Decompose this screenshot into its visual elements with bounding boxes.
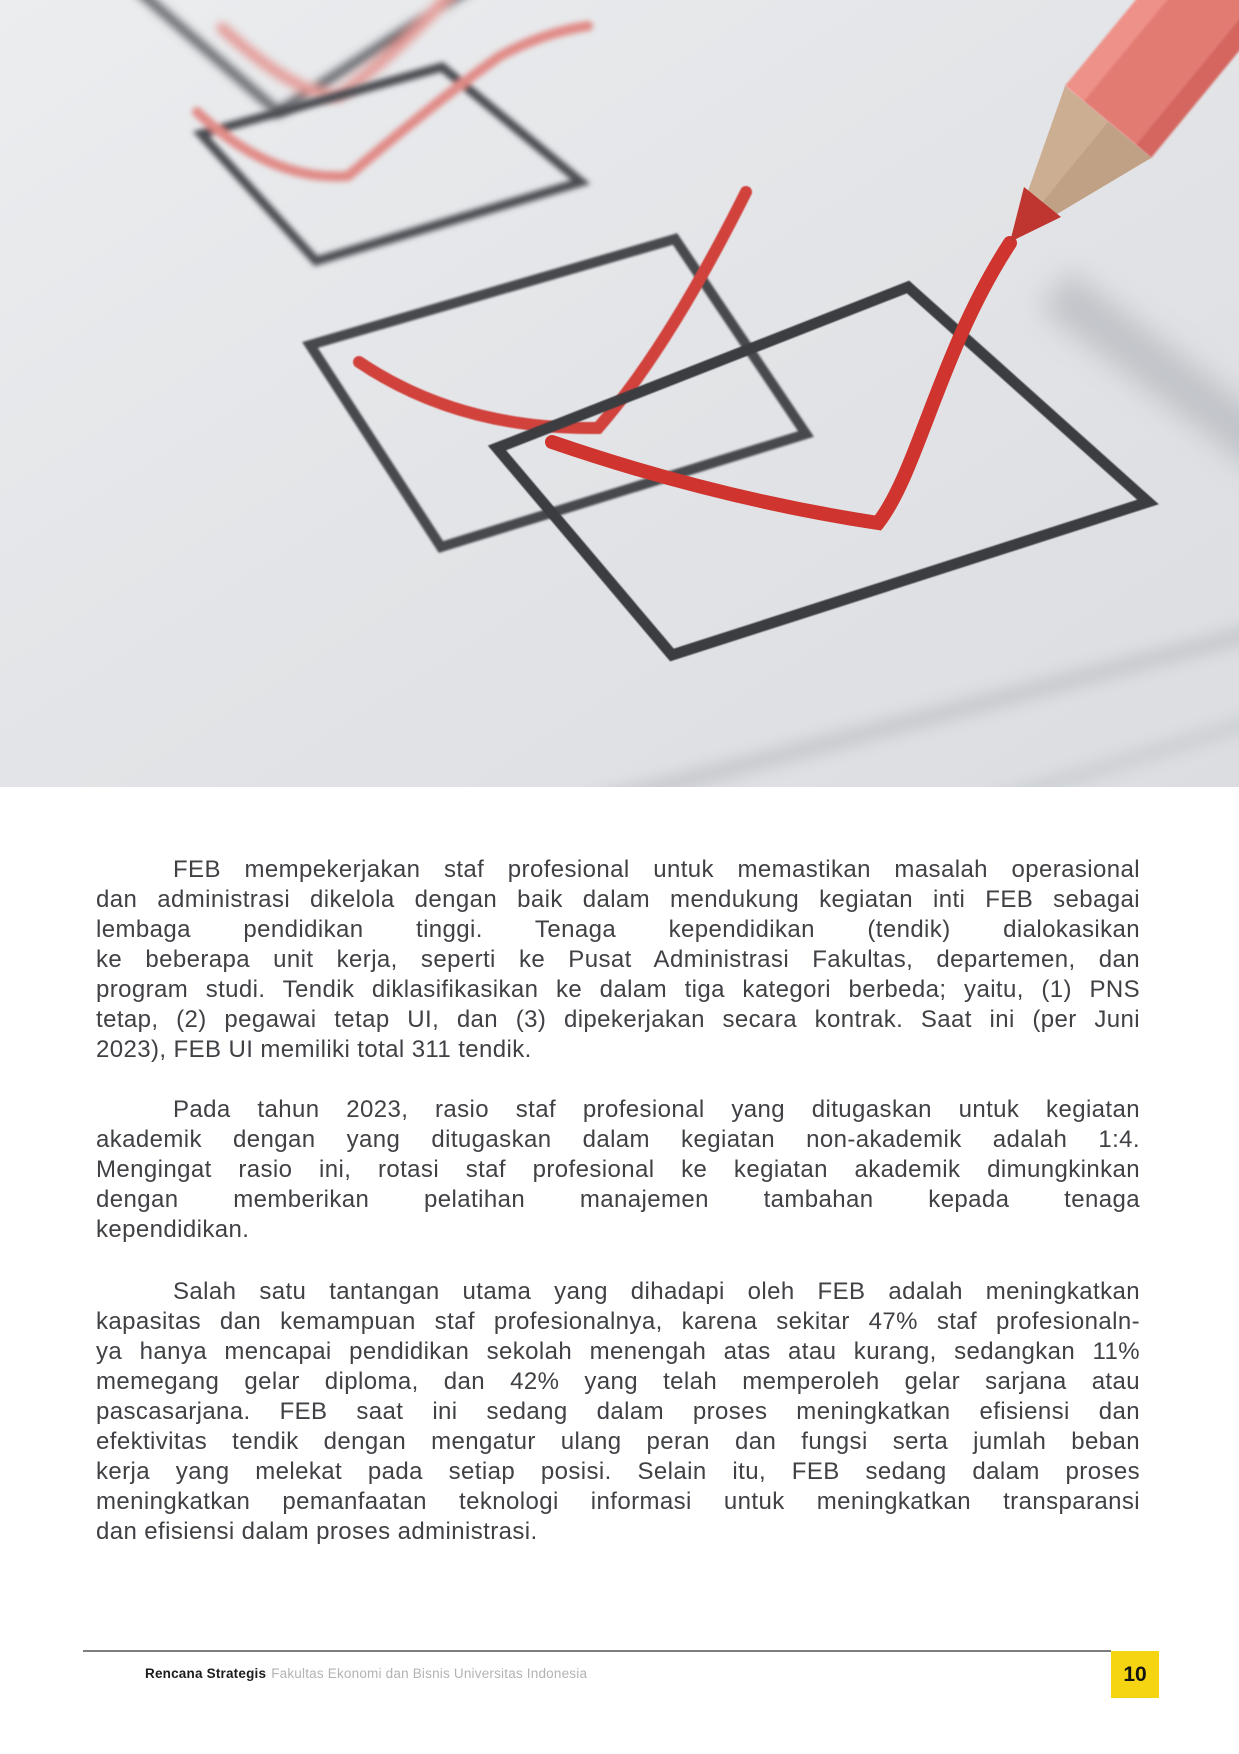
text-line: Mengingat rasio ini, rotasi staf profesional ke kegiatan akademik dimungkinkan xyxy=(96,1156,1140,1183)
paragraph-3 xyxy=(96,1277,1140,1547)
paragraph-2 xyxy=(96,1095,1140,1245)
footer-divider xyxy=(83,1650,1111,1652)
text-line: tetap, (2) pegawai tetap UI, dan (3) dipekerjakan secara kontrak. Saat ini (per Juni xyxy=(96,1006,1140,1033)
text-line: ke beberapa unit kerja, seperti ke Pusat Administrasi Fakultas, departemen, dan xyxy=(96,946,1140,973)
page-number-badge xyxy=(1111,1651,1159,1698)
text-line: meningkatkan pemanfaatan teknologi informasi untuk meningkatkan transparansi xyxy=(96,1488,1140,1515)
text-line: dengan memberikan pelatihan manajemen tambahan kepada tenaga xyxy=(96,1186,1140,1213)
text-line: Pada tahun 2023, rasio staf profesional yang ditugaskan untuk kegiatan xyxy=(173,1096,1140,1123)
text-line: lembaga pendidikan tinggi. Tenaga kependidikan (tendik) dialokasikan xyxy=(96,916,1140,943)
text-line: kependidikan. xyxy=(96,1216,250,1243)
text-line: efektivitas tendik dengan mengatur ulang peran dan fungsi serta jumlah beban xyxy=(96,1428,1140,1455)
text-line: akademik dengan yang ditugaskan dalam kegiatan non-akademik adalah 1:4. xyxy=(96,1126,1140,1153)
footer-title xyxy=(145,1666,587,1681)
footer-title-muted: Fakultas Ekonomi dan Bisnis Universitas Indonesia xyxy=(271,1666,588,1681)
text-line: kerja yang melekat pada setiap posisi. Selain itu, FEB sedang dalam proses xyxy=(96,1458,1140,1485)
text-line: memegang gelar diploma, dan 42% yang telah memperoleh gelar sarjana atau xyxy=(96,1368,1140,1395)
paragraph-1 xyxy=(96,855,1140,1065)
text-line: ya hanya mencapai pendidikan sekolah menengah atas atau kurang, sedangkan 11% xyxy=(96,1338,1140,1365)
text-line: dan efisiensi dalam proses administrasi. xyxy=(96,1518,538,1545)
page-number: 10 xyxy=(1123,1662,1147,1686)
text-line: dan administrasi dikelola dengan baik dalam mendukung kegiatan inti FEB sebagai xyxy=(96,886,1140,913)
body-text xyxy=(96,787,1140,1547)
checklist-photo-illustration xyxy=(0,0,1239,787)
text-line: FEB mempekerjakan staf profesional untuk memastikan masalah operasional xyxy=(173,856,1140,883)
text-line: kapasitas dan kemampuan staf profesionalnya, karena sekitar 47% staf profesionaln- xyxy=(96,1308,1140,1335)
text-line: 2023), FEB UI memiliki total 311 tendik. xyxy=(96,1036,532,1063)
text-line: program studi. Tendik diklasifikasikan ke dalam tiga kategori berbeda; yaitu, (1) PNS xyxy=(96,976,1140,1003)
checklist-photo xyxy=(0,0,1239,787)
text-line: Salah satu tantangan utama yang dihadapi oleh FEB adalah meningkatkan xyxy=(173,1278,1140,1305)
text-line: pascasarjana. FEB saat ini sedang dalam proses meningkatkan efisiensi dan xyxy=(96,1398,1140,1425)
footer-title-bold: Rencana Strategis xyxy=(145,1666,267,1681)
